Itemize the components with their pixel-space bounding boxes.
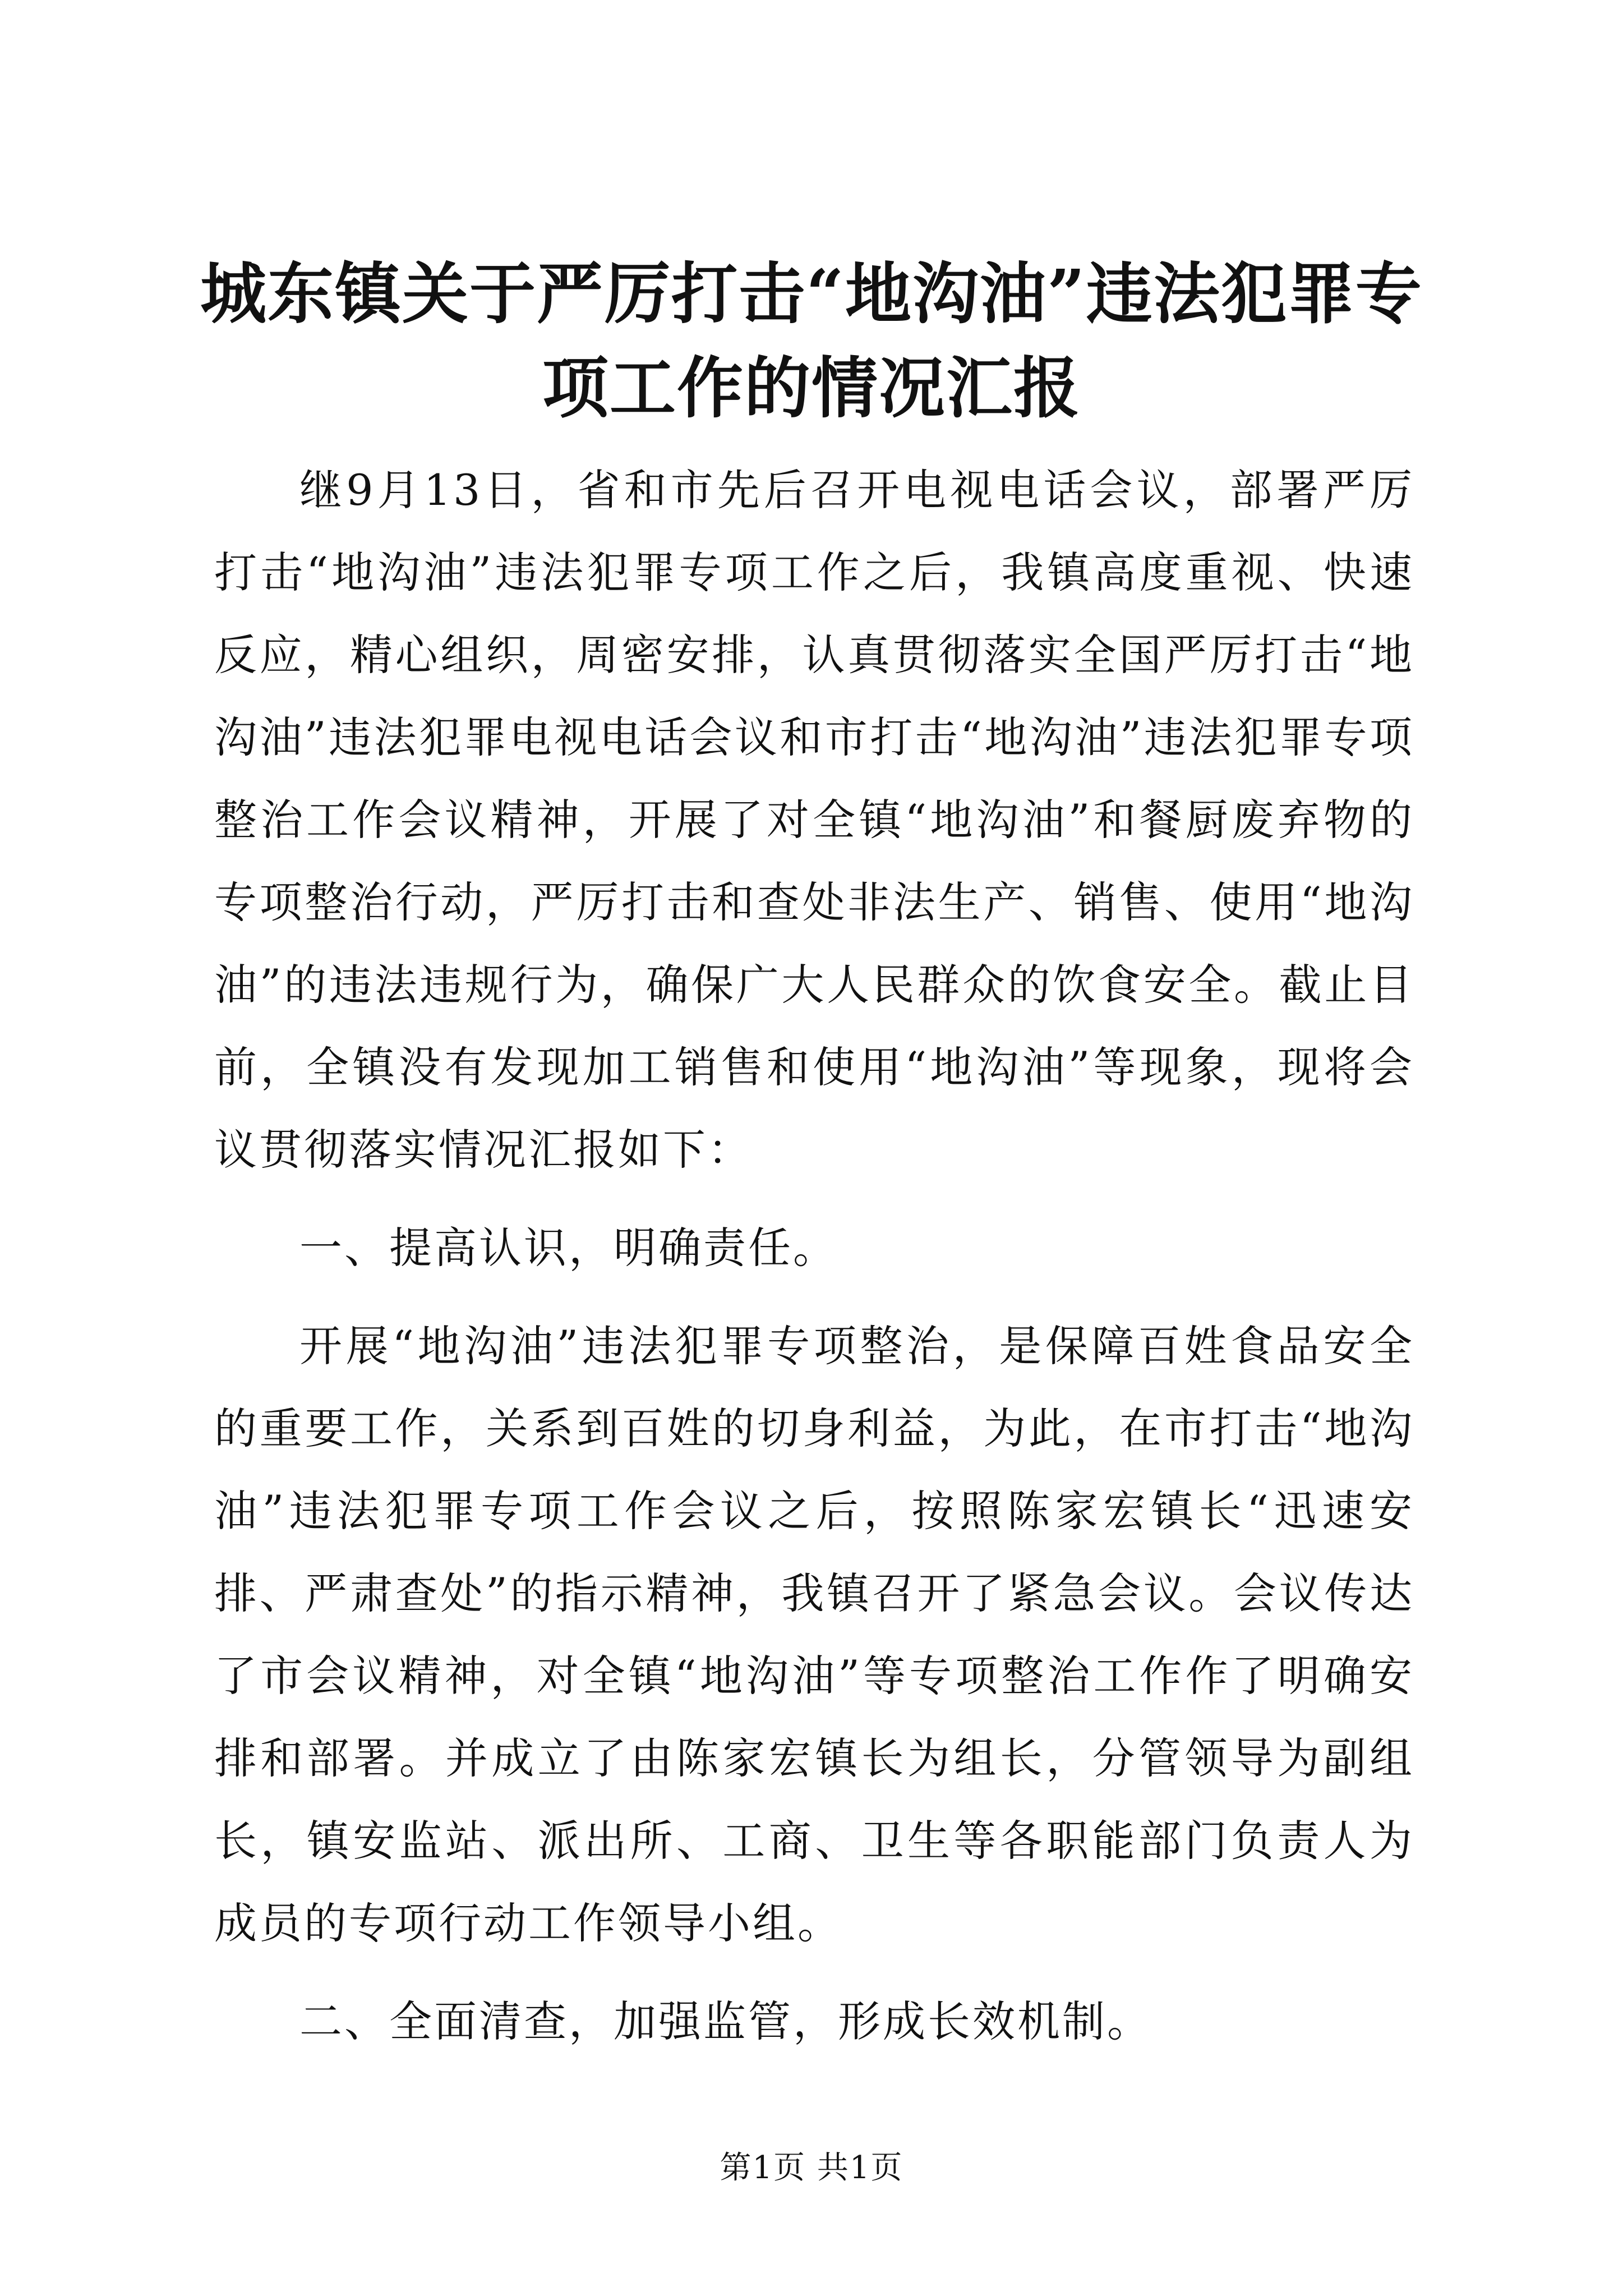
page-footer: 第1页 共1页: [720, 2150, 903, 2186]
section-1-paragraph: 开展“地沟油”违法犯罪专项整治，是保障百姓食品安全的重要工作，关系到百姓的切身利益，为此，在市打击“地沟油”违法犯罪专项工作会议之后，按照陈家宏镇长“迅速安排、严肃查处”的指示精神，我镇召开了紧急会议。会议传达了市会议精神，对全镇“地沟油”等专项整治工作作了明确安排和部署。并成立了由陈家宏镇长为组长，分管领导为副组长，镇安监站、派出所、工商、卫生等各职能部门负责人为成员的专项行动工作领导小组。: [214, 1321, 1414, 1948]
intro-paragraph: 继9月13日，省和市先后召开电视电话会议，部署严厉打击“地沟油”违法犯罪专项工作之后，我镇高度重视、快速反应，精心组织，周密安排，认真贯彻落实全国严厉打击“地沟油”违法犯罪电视电话会议和市打击“地沟油”违法犯罪专项整治工作会议精神，开展了对全镇“地沟油”和餐厨废弃物的专项整治行动，严厉打击和查处非法生产、销售、使用“地沟油”的违法违规行为，确保广大人民群众的饮食安全。截止目前，全镇没有发现加工销售和使用“地沟油”等现象，现将会议贯彻落实情况汇报如下：: [214, 465, 1414, 1175]
document-title: 城东镇关于严厉打击“地沟油”违法犯罪专项工作的情况汇报: [200, 255, 1423, 427]
section-heading-2: 二、全面清查，加强监管，形成长效机制。: [299, 1996, 1152, 2046]
section-heading-1: 一、提高认识，明确责任。: [299, 1223, 838, 1273]
document-body: [214, 449, 1414, 2078]
